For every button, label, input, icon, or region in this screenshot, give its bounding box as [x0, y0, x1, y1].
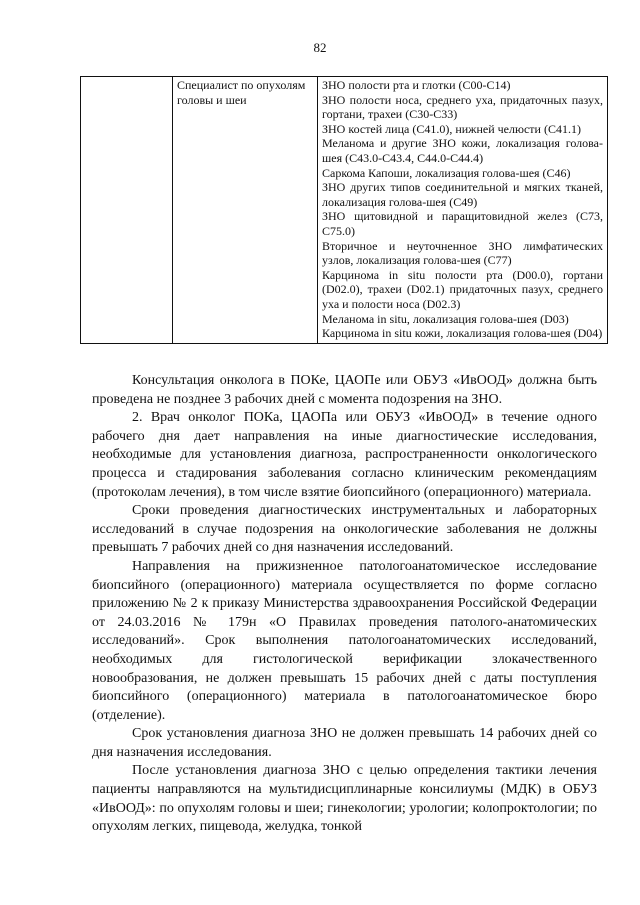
paragraph-referrals: 2. Врач онколог ПОКа, ЦАОПа или ОБУЗ «ИвООД» в течение одного рабочего дня дает направления на иные диагностические исследования, необходимые для установления диагноза, распространенности онкологического процесса и стадирования заболевания согласно клиническим рекомендациям (протоколам лечения), в том числе взятие биопсийного (операционного) материала.	[92, 410, 597, 500]
paragraph-consultation: Консультация онколога в ПОКе, ЦАОПе или ОБУЗ «ИвООД» должна быть проведена не позднее 3 рабочих дней с момента подозрения на ЗНО.	[92, 373, 597, 407]
diagnosis-line: Меланома in situ, локализация голова-шея (D03)	[322, 311, 569, 326]
paragraph-mdk: После установления диагноза ЗНО с целью определения тактики лечения пациенты направляются на мультидисциплинарные консилиумы (МДК) в ОБУЗ «ИвООД»: по опухолям головы и шеи; гинекологии; урологии; колопроктологии; по опухолям легких, пищевода, желудка, тонкой	[92, 763, 597, 835]
diagnosis-line: Карцинома in situ кожи, локализация голова-шея (D04)	[322, 326, 603, 341]
diagnosis-line: Саркома Капоши, локализация голова-шея (C46)	[322, 165, 571, 180]
paragraph-diagnosis-term: Срок установления диагноза ЗНО не должен превышать 14 рабочих дней со дня назначения исследования.	[92, 726, 597, 760]
diagnosis-line: ЗНО полости носа, среднего уха, придаточных пазух, гортани, трахеи (С30-С33)	[322, 92, 603, 122]
paragraph-pathology: Направления на прижизненное патологоанатомическое исследование биопсийного (операционного) материала осуществляется по форме согласно приложению № 2 к приказу Министерства здравоохранения Российской Федерации от 24.03.2016 № 179н «О Правилах проведения патолого-анатомических исследований». Срок выполнения патологоанатомических исследований, необходимых для гистологической верификации злокачественного новообразования, не должен превышать 15 рабочих дней с даты поступления биопсийного (операционного) материала в патологоанатомическое бюро (отделение).	[92, 558, 597, 723]
table-cell-empty	[81, 77, 173, 344]
specialist-cell: Специалист по опухолям головы и шеи	[173, 77, 318, 344]
diagnosis-line: ЗНО щитовидной и паращитовидной желез (C73, C75.0)	[322, 209, 603, 238]
paragraph-diagnostic-terms: Сроки проведения диагностических инструментальных и лабораторных исследований в случае подозрения на онкологические заболевания не должны превышать 7 рабочих дней со дня назначения исследований.	[92, 503, 597, 556]
diagnosis-line: Меланома и другие ЗНО кожи, локализация голова-шея (C43.0-C43.4, C44.0-C44.4)	[322, 136, 603, 165]
diagnosis-line: Вторичное и неуточненное ЗНО лимфатических узлов, локализация голова-шея (C77)	[322, 238, 603, 268]
diagnosis-line: ЗНО других типов соединительной и мягких тканей, локализация голова-шея (C49)	[322, 180, 603, 209]
diagnosis-line: Карцинома in situ полости рта (D00.0), гортани (D02.0), трахеи (D02.1) придаточных пазух, среднего уха и полости носа (D02.3)	[322, 267, 603, 311]
page-number: 82	[313, 40, 327, 55]
diagnosis-line: ЗНО полости рта и глотки (C00-C14)	[322, 78, 511, 92]
diagnoses-cell	[318, 77, 608, 344]
body-text	[92, 372, 597, 837]
specialists-table	[80, 76, 608, 344]
diagnosis-line: ЗНО костей лица (C41.0), нижней челюсти (C41.1)	[322, 121, 581, 136]
table-row	[81, 77, 608, 344]
